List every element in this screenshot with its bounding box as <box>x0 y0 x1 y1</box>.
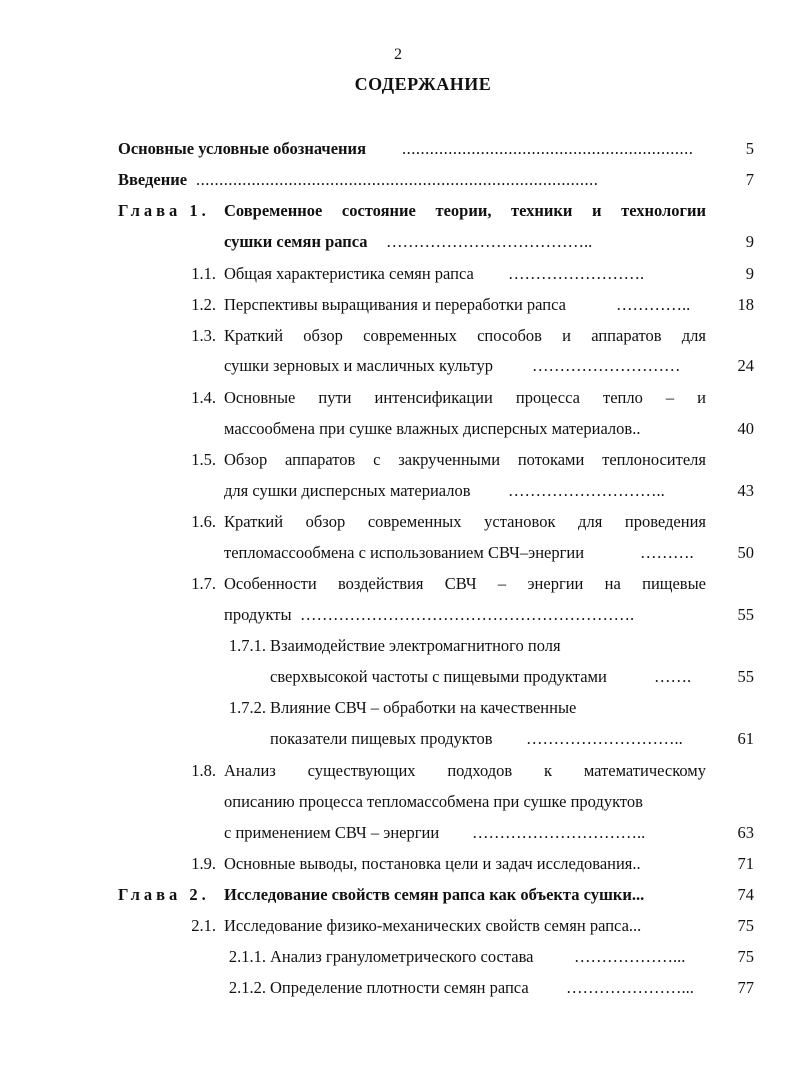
toc-number: 1.6. <box>191 512 216 531</box>
toc-entry-text: показатели пищевых продуктов <box>270 729 493 748</box>
toc-section-1-9 <box>0 852 796 876</box>
toc-entry-text: Исследование свойств семян рапса как объекта сушки... <box>224 885 645 904</box>
toc-leader: ……………………………….. <box>386 232 593 251</box>
toc-number: 1.9. <box>191 854 216 873</box>
toc-section-1-2 <box>0 293 796 317</box>
toc-entry-text: продукты <box>224 605 292 624</box>
toc-entry-text: Обзор аппаратов с закрученными потоками теплоносителя <box>224 450 706 469</box>
toc-section-1-8 <box>0 759 796 783</box>
toc-subsection-1-7-1 <box>0 634 796 658</box>
toc-section-1-1 <box>0 262 796 286</box>
toc-subsection-1-7-2 <box>0 696 796 720</box>
toc-leader: ……………………………………………………. <box>300 605 635 624</box>
toc-leader: ……. <box>654 667 692 686</box>
toc-page: 75 <box>737 947 754 966</box>
toc-page: 5 <box>745 139 754 158</box>
toc-chapter-2 <box>0 883 796 907</box>
toc-section-1-7 <box>0 572 796 596</box>
toc-page: 74 <box>737 885 754 904</box>
toc-entry-text: Краткий обзор современных способов и аппаратов для <box>224 326 706 345</box>
toc-entry-text: описанию процесса тепломассобмена при сушке продуктов <box>224 792 643 811</box>
toc-page: 75 <box>737 916 754 935</box>
toc-number: 2.1.1. <box>228 947 266 966</box>
toc-entry-text: Анализ существующих подходов к математическому <box>224 761 706 780</box>
toc-subsection-1-7-2-cont <box>0 727 796 751</box>
toc-page: 9 <box>745 264 754 283</box>
toc-page: 40 <box>737 419 754 438</box>
toc-entry-text: с применением СВЧ – энергии <box>224 823 440 842</box>
toc-entry-text: для сушки дисперсных материалов <box>224 481 471 500</box>
page-title: СОДЕРЖАНИЕ <box>354 74 492 94</box>
toc-entry-text: Современное состояние теории, техники и технологии <box>224 201 706 220</box>
toc-entry-text: Особенности воздействия СВЧ – энергии на пищевые <box>224 574 706 593</box>
toc-chapter-1 <box>0 199 796 223</box>
toc-entry-text: Краткий обзор современных установок для проведения <box>224 512 706 531</box>
toc-section-1-6-cont <box>0 541 796 565</box>
toc-page: 50 <box>737 543 754 562</box>
toc-page: 71 <box>737 854 754 873</box>
toc-number: 1.2. <box>191 295 216 314</box>
toc-subsection-2-1-2 <box>0 976 796 1000</box>
toc-section-1-8-cont <box>0 790 796 814</box>
toc-leader: …………………... <box>566 978 694 997</box>
toc-number: 2.1.2. <box>228 978 266 997</box>
toc-number: Глава 2. <box>118 885 210 904</box>
toc-section-1-6 <box>0 510 796 534</box>
toc-subsection-1-7-1-cont <box>0 665 796 689</box>
toc-section-1-4 <box>0 386 796 410</box>
toc-leader: ………. <box>640 543 694 562</box>
toc-number: 1.7.2. <box>228 698 266 717</box>
toc-leader: ……………………… <box>532 356 681 375</box>
toc-number: 1.7.1. <box>228 636 266 655</box>
toc-subsection-2-1-1 <box>0 945 796 969</box>
toc-leader: ............................................................... <box>402 139 694 158</box>
toc-entry-text: Влияние СВЧ – обработки на качественные <box>270 698 577 717</box>
toc-section-1-3 <box>0 324 796 348</box>
toc-entry-text: Анализ гранулометрического состава <box>270 947 534 966</box>
toc-page: 77 <box>737 978 754 997</box>
toc-leader: ………….. <box>616 295 691 314</box>
toc-entry-text: массообмена при сушке влажных дисперсных материалов.. <box>224 419 641 438</box>
toc-number: 1.5. <box>191 450 216 469</box>
toc-leader: ………………………….. <box>472 823 646 842</box>
toc-number: Глава 1. <box>118 201 210 220</box>
toc-entry-text: Основные выводы, постановка цели и задач исследования.. <box>224 854 641 873</box>
toc-entry-text: Основные пути интенсификации процесса тепло – и <box>224 388 706 407</box>
toc-section-1-3-cont <box>0 354 796 378</box>
toc-leader: ……………………….. <box>508 481 665 500</box>
toc-entry-text: Исследование физико-механических свойств семян рапса... <box>224 916 642 935</box>
toc-entry-text: Введение <box>118 170 188 189</box>
toc-number: 1.1. <box>191 264 216 283</box>
toc-section-1-8-cont2 <box>0 821 796 845</box>
toc-page: 55 <box>737 667 754 686</box>
toc-page: 43 <box>737 481 754 500</box>
toc-section-1-4-cont <box>0 417 796 441</box>
toc-page: 9 <box>745 232 754 251</box>
toc-number: 1.3. <box>191 326 216 345</box>
toc-entry-text: Перспективы выращивания и переработки рапса <box>224 295 566 314</box>
toc-leader: ……………………….. <box>526 729 683 748</box>
toc-number: 2.1. <box>191 916 216 935</box>
toc-page: 61 <box>737 729 754 748</box>
toc-number: 1.7. <box>191 574 216 593</box>
page-number: 2 <box>394 46 402 63</box>
toc-entry-text: Основные условные обозначения <box>118 139 366 158</box>
toc-section-1-5 <box>0 448 796 472</box>
toc-entry-text: сушки семян рапса <box>224 232 368 251</box>
toc-section-2-1 <box>0 914 796 938</box>
toc-entry-text: сушки зерновых и масличных культур <box>224 356 493 375</box>
toc-entry-text: Общая характеристика семян рапса <box>224 264 474 283</box>
toc-entry-text: тепломассообмена с использованием СВЧ–энергии <box>224 543 585 562</box>
toc-entry-text: Взаимодействие электромагнитного поля <box>270 636 561 655</box>
toc-page: 24 <box>737 356 754 375</box>
toc-entry-symbols <box>0 137 796 161</box>
toc-chapter-1-cont <box>0 230 796 254</box>
toc-leader: ....................................................................................... <box>196 170 599 189</box>
toc-page: 18 <box>737 295 754 314</box>
toc-number: 1.4. <box>191 388 216 407</box>
toc-leader: ………………... <box>574 947 686 966</box>
toc-page: 7 <box>745 170 754 189</box>
toc-page: 55 <box>737 605 754 624</box>
toc-entry-text: Определение плотности семян рапса <box>270 978 529 997</box>
toc-section-1-7-cont <box>0 603 796 627</box>
toc-entry-text: сверхвысокой частоты с пищевыми продуктами <box>270 667 607 686</box>
toc-leader: ……………………. <box>508 264 645 283</box>
toc-entry-intro <box>0 168 796 192</box>
toc-section-1-5-cont <box>0 479 796 503</box>
toc-number: 1.8. <box>191 761 216 780</box>
toc-page: 63 <box>737 823 754 842</box>
